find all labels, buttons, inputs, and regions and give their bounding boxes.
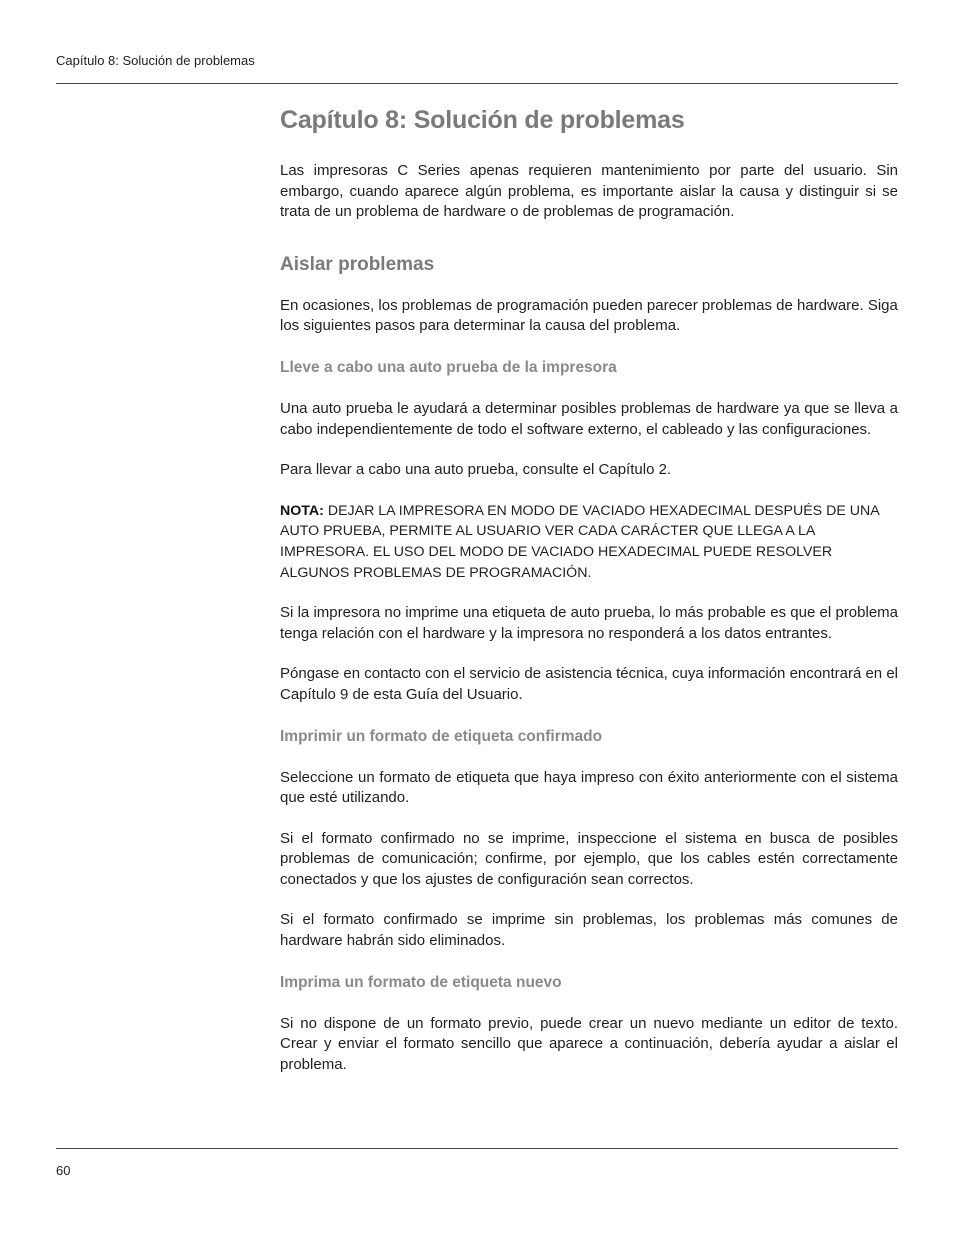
header-divider xyxy=(56,83,898,84)
page-number: 60 xyxy=(56,1163,71,1178)
note-paragraph xyxy=(280,501,898,583)
running-header: Capítulo 8: Solución de problemas xyxy=(56,53,255,68)
chapter-title: Capítulo 8: Solución de problemas xyxy=(280,106,685,134)
confirmed-format-paragraph-2: Si el formato confirmado no se imprime, inspeccione el sistema en busca de posibles problemas de comunicación; confirme, por ejemplo, que los cables estén correctamente conectados y que los ajustes de configuración sean correctos. xyxy=(280,829,898,888)
self-test-paragraph-2: Para llevar a cabo una auto prueba, consulte el Capítulo 2. xyxy=(280,461,672,479)
note-label: NOTA: xyxy=(280,502,324,519)
new-format-paragraph-1: Si no dispone de un formato previo, puede crear un nuevo mediante un editor de texto. Crear y enviar el formato sencillo que aparece a continuación, debería ayudar a aislar el problema. xyxy=(280,1014,898,1073)
self-test-paragraph-4: Póngase en contacto con el servicio de asistencia técnica, cuya información encontrará en el Capítulo 9 de esta Guía del Usuario. xyxy=(280,665,898,703)
section-title: Aislar problemas xyxy=(280,253,435,275)
page-content xyxy=(280,106,898,1075)
note-text: DEJAR LA IMPRESORA EN MODO DE VACIADO HEXADECIMAL DESPUÉS DE UNA AUTO PRUEBA, PERMITE AL USUARIO VER CADA CARÁCTER QUE LLEGA A LA IMPRESORA. EL USO DEL MODO DE VACIADO HEXADECIMAL PUEDE RESOLVER ALGUNOS PROBLEMAS DE PROGRAMACIÓN. xyxy=(280,502,879,581)
section-intro-paragraph: En ocasiones, los problemas de programación pueden parecer problemas de hardware. Siga los siguientes pasos para determinar la causa del problema. xyxy=(280,296,898,335)
subsection-title-new-format: Imprima un formato de etiqueta nuevo xyxy=(280,973,562,991)
subsection-title-confirmed-format: Imprimir un formato de etiqueta confirmado xyxy=(280,727,603,745)
confirmed-format-paragraph-1: Seleccione un formato de etiqueta que haya impreso con éxito anteriormente con el sistema que esté utilizando. xyxy=(280,768,898,807)
self-test-paragraph-3: Si la impresora no imprime una etiqueta de auto prueba, lo más probable es que el problema tenga relación con el hardware y la impresora no responderá a los datos entrantes. xyxy=(280,604,898,642)
self-test-paragraph-1: Una auto prueba le ayudará a determinar posibles problemas de hardware ya que se lleva a cabo independientemente de todo el software externo, el cableado y las configuraciones. xyxy=(280,399,898,438)
intro-paragraph: Las impresoras C Series apenas requieren mantenimiento por parte del usuario. Sin embargo, cuando aparece algún problema, es importante aislar la causa y distinguir si se trata de un problema de hardware o de problemas de programación. xyxy=(280,162,898,221)
subsection-title-self-test: Lleve a cabo una auto prueba de la impresora xyxy=(280,358,617,376)
confirmed-format-paragraph-3: Si el formato confirmado se imprime sin problemas, los problemas más comunes de hardware habrán sido eliminados. xyxy=(280,911,898,950)
footer-divider xyxy=(56,1148,898,1149)
